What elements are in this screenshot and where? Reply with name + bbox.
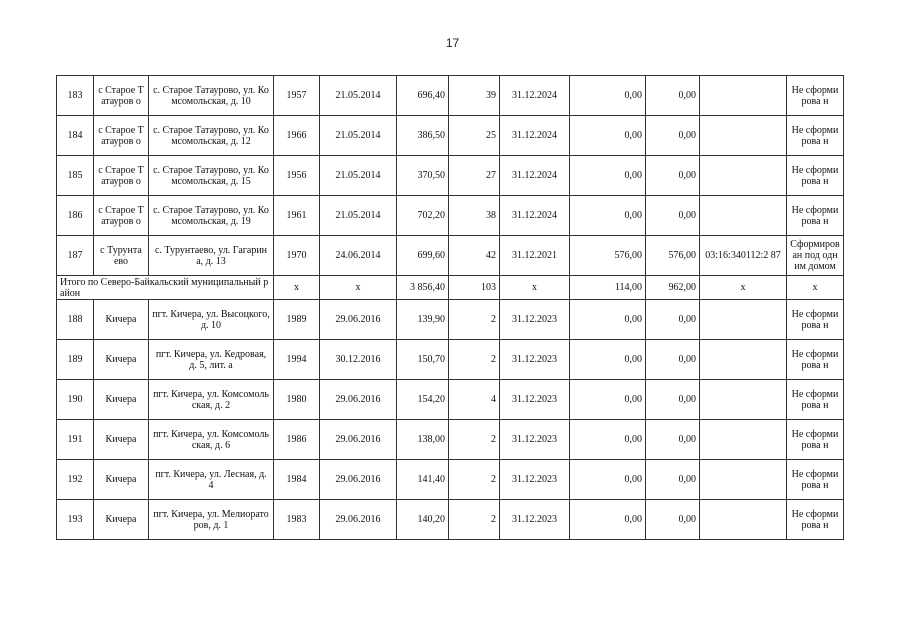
area-cell: 370,50 — [397, 156, 449, 196]
value-2-cell: 0,00 — [646, 116, 700, 156]
value-2-cell: 0,00 — [646, 500, 700, 540]
area-cell: 138,00 — [397, 420, 449, 460]
area-cell: 702,20 — [397, 196, 449, 236]
deadline-cell: 31.12.2023 — [500, 420, 570, 460]
deadline-cell: 31.12.2024 — [500, 116, 570, 156]
residents-cell: 42 — [449, 236, 500, 276]
value-1-cell: 0,00 — [570, 116, 646, 156]
housing-registry-table — [56, 75, 844, 540]
table-row — [57, 500, 844, 540]
inclusion-date-cell: 29.06.2016 — [320, 420, 397, 460]
value-2-cell: 0,00 — [646, 196, 700, 236]
deadline-cell: 31.12.2023 — [500, 460, 570, 500]
value-1-cell: 0,00 — [570, 420, 646, 460]
inclusion-date-cell: 29.06.2016 — [320, 460, 397, 500]
value-2-cell: 0,00 — [646, 340, 700, 380]
value-1-cell: 0,00 — [570, 156, 646, 196]
locality-cell: Кичера — [94, 340, 149, 380]
value-1-cell: 0,00 — [570, 76, 646, 116]
residents-cell: 2 — [449, 500, 500, 540]
table-row — [57, 76, 844, 116]
table-row — [57, 380, 844, 420]
deadline-cell: 31.12.2023 — [500, 300, 570, 340]
row-number-cell: 191 — [57, 420, 94, 460]
value-1-cell: 0,00 — [570, 196, 646, 236]
area-cell: 386,50 — [397, 116, 449, 156]
address-cell: с. Старое Татаурово, ул. Комсомольская, д. 12 — [149, 116, 274, 156]
land-status-cell: Не сформирова н — [787, 340, 844, 380]
address-cell: пгт. Кичера, ул. Комсомольская, д. 2 — [149, 380, 274, 420]
row-number-cell: 189 — [57, 340, 94, 380]
address-cell: с. Старое Татаурово, ул. Комсомольская, д. 19 — [149, 196, 274, 236]
row-number-cell: 192 — [57, 460, 94, 500]
table-row — [57, 156, 844, 196]
year-built-cell: 1994 — [274, 340, 320, 380]
area-cell: 150,70 — [397, 340, 449, 380]
cadastre-cell — [700, 196, 787, 236]
land-status-cell: Не сформирова н — [787, 300, 844, 340]
address-cell: пгт. Кичера, ул. Мелиораторов, д. 1 — [149, 500, 274, 540]
table-row — [57, 236, 844, 276]
total-v2: 962,00 — [646, 276, 700, 300]
value-2-cell: 0,00 — [646, 420, 700, 460]
residents-cell: 2 — [449, 420, 500, 460]
inclusion-date-cell: 21.05.2014 — [320, 196, 397, 236]
area-cell: 154,20 — [397, 380, 449, 420]
address-cell: пгт. Кичера, ул. Комсомольская, д. 6 — [149, 420, 274, 460]
inclusion-date-cell: 24.06.2014 — [320, 236, 397, 276]
year-built-cell: 1970 — [274, 236, 320, 276]
cadastre-cell — [700, 76, 787, 116]
total-area: 3 856,40 — [397, 276, 449, 300]
row-number-cell: 185 — [57, 156, 94, 196]
cadastre-cell — [700, 340, 787, 380]
year-built-cell: 1956 — [274, 156, 320, 196]
year-built-cell: 1983 — [274, 500, 320, 540]
residents-cell: 38 — [449, 196, 500, 236]
deadline-cell: 31.12.2023 — [500, 340, 570, 380]
row-number-cell: 188 — [57, 300, 94, 340]
cadastre-cell — [700, 380, 787, 420]
year-built-cell: 1961 — [274, 196, 320, 236]
land-status-cell: Не сформирова н — [787, 380, 844, 420]
inclusion-date-cell: 30.12.2016 — [320, 340, 397, 380]
residents-cell: 2 — [449, 460, 500, 500]
inclusion-date-cell: 29.06.2016 — [320, 380, 397, 420]
value-2-cell: 0,00 — [646, 460, 700, 500]
value-2-cell: 576,00 — [646, 236, 700, 276]
value-1-cell: 0,00 — [570, 460, 646, 500]
residents-cell: 4 — [449, 380, 500, 420]
land-status-cell: Не сформирова н — [787, 500, 844, 540]
land-status-cell: Не сформирова н — [787, 116, 844, 156]
row-number-cell: 190 — [57, 380, 94, 420]
total-date: х — [320, 276, 397, 300]
land-status-cell: Не сформирова н — [787, 196, 844, 236]
locality-cell: с Старое Татауров о — [94, 76, 149, 116]
address-cell: пгт. Кичера, ул. Лесная, д. 4 — [149, 460, 274, 500]
locality-cell: Кичера — [94, 300, 149, 340]
land-status-cell: Не сформирова н — [787, 420, 844, 460]
deadline-cell: 31.12.2024 — [500, 156, 570, 196]
row-number-cell: 193 — [57, 500, 94, 540]
residents-cell: 2 — [449, 340, 500, 380]
table-row — [57, 420, 844, 460]
area-cell: 139,90 — [397, 300, 449, 340]
cadastre-cell: 03:16:340112:2 87 — [700, 236, 787, 276]
year-built-cell: 1989 — [274, 300, 320, 340]
row-number-cell: 183 — [57, 76, 94, 116]
total-deadline: х — [500, 276, 570, 300]
value-1-cell: 576,00 — [570, 236, 646, 276]
land-status-cell: Не сформирова н — [787, 460, 844, 500]
address-cell: пгт. Кичера, ул. Высоцкого, д. 10 — [149, 300, 274, 340]
address-cell: с. Турунтаево, ул. Гагарина, д. 13 — [149, 236, 274, 276]
total-people: 103 — [449, 276, 500, 300]
value-2-cell: 0,00 — [646, 300, 700, 340]
deadline-cell: 31.12.2023 — [500, 380, 570, 420]
cadastre-cell — [700, 156, 787, 196]
residents-cell: 25 — [449, 116, 500, 156]
cadastre-cell — [700, 460, 787, 500]
deadline-cell: 31.12.2021 — [500, 236, 570, 276]
locality-cell: с Старое Татауров о — [94, 156, 149, 196]
year-built-cell: 1986 — [274, 420, 320, 460]
residents-cell: 2 — [449, 300, 500, 340]
inclusion-date-cell: 29.06.2016 — [320, 500, 397, 540]
total-status: х — [787, 276, 844, 300]
deadline-cell: 31.12.2024 — [500, 76, 570, 116]
row-number-cell: 187 — [57, 236, 94, 276]
area-cell: 696,40 — [397, 76, 449, 116]
inclusion-date-cell: 21.05.2014 — [320, 116, 397, 156]
table-row — [57, 340, 844, 380]
inclusion-date-cell: 21.05.2014 — [320, 156, 397, 196]
value-1-cell: 0,00 — [570, 380, 646, 420]
table-row — [57, 196, 844, 236]
total-year: х — [274, 276, 320, 300]
locality-cell: с Старое Татауров о — [94, 196, 149, 236]
table-row — [57, 116, 844, 156]
total-cadastre: х — [700, 276, 787, 300]
page-number: 17 — [445, 36, 460, 50]
cadastre-cell — [700, 420, 787, 460]
deadline-cell: 31.12.2024 — [500, 196, 570, 236]
area-cell: 141,40 — [397, 460, 449, 500]
area-cell: 699,60 — [397, 236, 449, 276]
address-cell: с. Старое Татаурово, ул. Комсомольская, д. 15 — [149, 156, 274, 196]
table-row — [57, 300, 844, 340]
land-status-cell: Не сформирова н — [787, 76, 844, 116]
year-built-cell: 1984 — [274, 460, 320, 500]
year-built-cell: 1980 — [274, 380, 320, 420]
locality-cell: Кичера — [94, 500, 149, 540]
locality-cell: Кичера — [94, 420, 149, 460]
area-cell: 140,20 — [397, 500, 449, 540]
total-row — [57, 276, 844, 300]
value-2-cell: 0,00 — [646, 76, 700, 116]
value-1-cell: 0,00 — [570, 300, 646, 340]
year-built-cell: 1966 — [274, 116, 320, 156]
total-label: Итого по Северо-Байкальский муниципальный район — [57, 276, 274, 300]
inclusion-date-cell: 21.05.2014 — [320, 76, 397, 116]
locality-cell: Кичера — [94, 460, 149, 500]
locality-cell: Кичера — [94, 380, 149, 420]
residents-cell: 27 — [449, 156, 500, 196]
locality-cell: с Старое Татауров о — [94, 116, 149, 156]
land-status-cell: Сформиров ан под одним домом — [787, 236, 844, 276]
value-1-cell: 0,00 — [570, 340, 646, 380]
address-cell: с. Старое Татаурово, ул. Комсомольская, д. 10 — [149, 76, 274, 116]
table-row — [57, 460, 844, 500]
value-1-cell: 0,00 — [570, 500, 646, 540]
address-cell: пгт. Кичера, ул. Кедровая, д. 5, лит. а — [149, 340, 274, 380]
total-v1: 114,00 — [570, 276, 646, 300]
row-number-cell: 186 — [57, 196, 94, 236]
residents-cell: 39 — [449, 76, 500, 116]
inclusion-date-cell: 29.06.2016 — [320, 300, 397, 340]
deadline-cell: 31.12.2023 — [500, 500, 570, 540]
locality-cell: с Турунта ево — [94, 236, 149, 276]
land-status-cell: Не сформирова н — [787, 156, 844, 196]
value-2-cell: 0,00 — [646, 380, 700, 420]
row-number-cell: 184 — [57, 116, 94, 156]
year-built-cell: 1957 — [274, 76, 320, 116]
cadastre-cell — [700, 116, 787, 156]
cadastre-cell — [700, 300, 787, 340]
value-2-cell: 0,00 — [646, 156, 700, 196]
cadastre-cell — [700, 500, 787, 540]
